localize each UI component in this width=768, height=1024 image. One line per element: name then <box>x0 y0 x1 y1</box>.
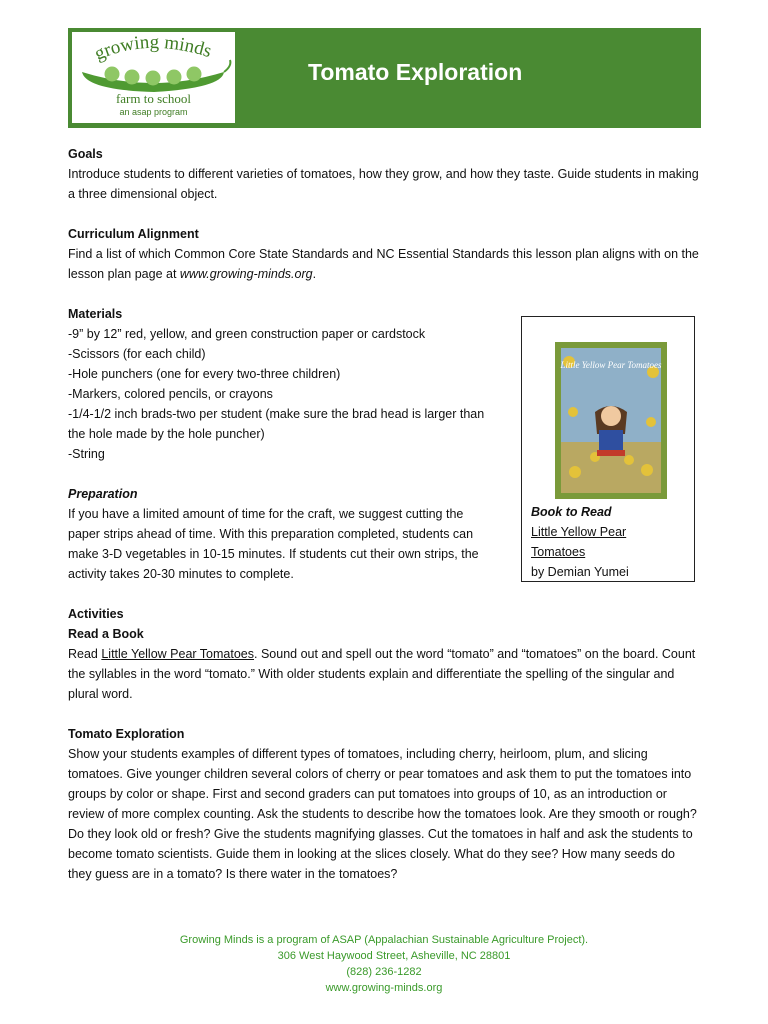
page-title: Tomato Exploration <box>308 59 523 85</box>
exploration-heading: Tomato Exploration <box>68 727 185 741</box>
footer-phone: (828) 236-1282 <box>346 966 422 978</box>
growing-minds-logo[interactable] <box>72 32 235 123</box>
read-book-heading: Read a Book <box>68 627 144 641</box>
curriculum-link[interactable]: www.growing-minds.org <box>179 267 313 281</box>
header-banner <box>68 28 701 128</box>
footer-website[interactable]: www.growing-minds.org <box>325 982 443 994</box>
book-title-link[interactable]: Little Yellow Pear Tomatoes <box>101 647 255 661</box>
preparation-text: If you have a limited amount of time for the craft, we suggest cutting the paper strips ahead of time. With this preparation completed, students can make 3-D vegetables in 10-15 minutes. If students cut their own strips, the activity takes 20-30 minutes to complete. <box>68 507 479 581</box>
read-book-text: Read Little Yellow Pear Tomatoes. Sound out and spell out the word “tomato” and “tomatoes” on the board. Count the syllables in the word “tomato.” With older students explain and differentiate the spelling of the singular and plural word. <box>68 647 696 701</box>
materials-item: -Hole punchers (one for every two-three children) <box>68 367 341 381</box>
materials-item: -Markers, colored pencils, or crayons <box>68 387 273 401</box>
book-label: Book to Read <box>531 505 612 519</box>
exploration-text: Show your students examples of different types of tomatoes, including cherry, heirloom, plum, and slicing tomatoes. Give younger children several colors of cherry or pear tomatoes and ask them to put the tomatoes into groups by color or shape. First and second graders can put tomatoes into groups of 10, as an introduction or review of more complex counting. Ask the students to describe how the tomatoes look. Are they smooth or rough? Do they look old or fresh? Give the students magnifying glasses. Cut the tomatoes in half and ask the students to become tomato scientists. Guide them in looking at the slices closely. What do they see? How many seeds do they guess are in a tomato? Is there water in the tomatoes? <box>68 747 697 881</box>
materials-item: -String <box>68 447 105 461</box>
materials-item: -Scissors (for each child) <box>68 347 206 361</box>
book-sidebar <box>521 316 695 582</box>
curriculum-text: Find a list of which Common Core State Standards and NC Essential Standards this lesson plan aligns with on the lesson plan page at www.growing-minds.org. <box>68 247 699 281</box>
activities-heading: Activities <box>68 607 124 621</box>
footer-address: 306 West Haywood Street, Asheville, NC 28801 <box>277 950 511 962</box>
materials-heading: Materials <box>68 307 123 321</box>
book-title[interactable]: Little Yellow Pear Tomatoes <box>531 525 627 559</box>
logo-tagline: an asap program <box>119 107 188 117</box>
book-cover-title: Little Yellow Pear Tomatoes <box>560 360 662 370</box>
goals-text: Introduce students to different varieties of tomatoes, how they grow, and how they taste. Guide students in making a three dimensional object. <box>68 167 699 201</box>
preparation-heading: Preparation <box>68 487 138 501</box>
logo-title: growing minds <box>91 32 214 65</box>
footer-program: Growing Minds is a program of ASAP (Appalachian Sustainable Agriculture Project). <box>179 934 589 946</box>
materials-item: -9” by 12” red, yellow, and green construction paper or cardstock <box>68 327 426 341</box>
materials-item: -1/4-1/2 inch brads-two per student (make sure the brad head is larger than the hole made by the hole puncher) <box>68 407 485 441</box>
svg-text:growing minds <box>91 32 214 65</box>
footer <box>0 932 768 996</box>
book-cover-image[interactable] <box>555 342 667 499</box>
curriculum-heading: Curriculum Alignment <box>68 227 199 241</box>
book-author: by Demian Yumei <box>531 565 629 579</box>
goals-heading: Goals <box>68 147 103 161</box>
logo-subtitle: farm to school <box>115 91 192 106</box>
